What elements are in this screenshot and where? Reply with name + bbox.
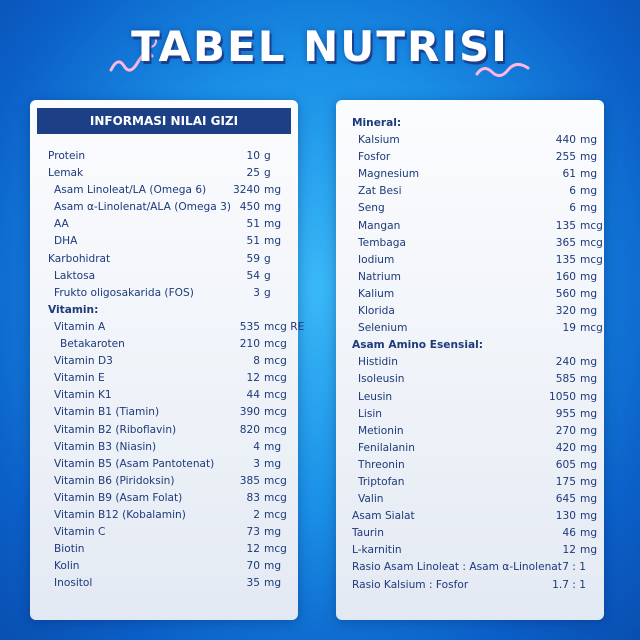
nutrition-info-header: INFORMASI NILAI GIZI: [37, 108, 291, 134]
nutrient-row: [30, 337, 298, 354]
nutrient-amount: 2: [253, 508, 260, 521]
nutrient-label: Zat Besi: [358, 185, 402, 198]
nutrient-row: [336, 201, 604, 218]
nutrient-label: Rasio Asam Linoleat : Asam α-Linolenat: [352, 561, 562, 574]
nutrient-unit: mg: [580, 270, 598, 283]
nutrient-row: [336, 355, 604, 372]
nutrient-unit: g: [264, 286, 271, 299]
nutrient-label: AA: [54, 218, 69, 231]
nutrient-amount: 35: [246, 577, 260, 590]
nutrient-unit: mg: [580, 356, 598, 369]
nutrient-row: [30, 166, 298, 183]
nutrient-amount: 175: [555, 475, 576, 488]
nutrient-unit: mg: [580, 287, 598, 300]
nutrient-amount: 605: [555, 458, 576, 471]
nutrient-label: Seng: [358, 202, 385, 215]
nutrient-row: [336, 578, 604, 595]
nutrient-amount: 320: [555, 305, 576, 318]
nutrient-unit: mg: [580, 373, 598, 386]
nutrient-row: [30, 525, 298, 542]
nutrient-unit: mg: [580, 390, 598, 403]
nutrient-label: Biotin: [54, 543, 85, 556]
nutrient-label: Vitamin B6 (Piridoksin): [54, 474, 175, 487]
nutrient-amount: 51: [246, 218, 260, 231]
nutrient-amount: 73: [246, 526, 260, 539]
nutrient-unit: mcg: [264, 491, 287, 504]
nutrient-unit: mg: [580, 424, 598, 437]
nutrient-unit: mcg RE: [264, 320, 305, 333]
nutrient-row: [30, 440, 298, 457]
nutrient-amount: 385: [239, 474, 260, 487]
nutrient-amount: 560: [555, 287, 576, 300]
nutrient-unit: mg: [264, 560, 282, 573]
nutrient-unit: mcg: [264, 406, 287, 419]
nutrient-amount: 3: [253, 457, 260, 470]
nutrient-amount: 270: [555, 424, 576, 437]
nutrient-amount: 420: [555, 441, 576, 454]
nutrient-unit: mg: [264, 201, 282, 214]
nutrient-amount: 3: [253, 286, 260, 299]
nutrient-unit: mcg: [264, 543, 287, 556]
nutrient-amount: 820: [239, 423, 260, 436]
nutrition-card-left: [30, 100, 305, 620]
nutrient-row: [336, 287, 604, 304]
nutrient-amount: 6: [569, 202, 576, 215]
nutrient-unit: mg: [580, 510, 598, 523]
nutrient-row: [336, 390, 604, 407]
nutrient-label: Kalsium: [358, 134, 400, 147]
right-rows: [336, 116, 604, 595]
nutrient-amount: 12: [562, 544, 576, 557]
nutrient-label: Fosfor: [358, 151, 391, 164]
nutrient-amount: 44: [246, 389, 260, 402]
section-heading: Vitamin:: [48, 303, 99, 316]
nutrient-amount: 135: [555, 253, 576, 266]
nutrient-label: Vitamin B9 (Asam Folat): [54, 491, 183, 504]
ratio-value: 1.7 : 1: [552, 578, 586, 591]
nutrient-label: Selenium: [358, 322, 408, 335]
nutrient-label: Isoleusin: [358, 373, 405, 386]
nutrient-label: Leusin: [358, 390, 393, 403]
nutrient-row: [30, 217, 298, 234]
nutrient-unit: mg: [580, 305, 598, 318]
nutrient-amount: 1050: [549, 390, 576, 403]
nutrient-amount: 51: [246, 235, 260, 248]
nutrient-label: Kalium: [358, 287, 395, 300]
nutrient-label: Valin: [358, 493, 384, 506]
nutrient-row: [30, 559, 298, 576]
nutrient-label: Asam Sialat: [352, 510, 415, 523]
nutrient-amount: 535: [239, 320, 260, 333]
nutrient-amount: 390: [239, 406, 260, 419]
nutrient-amount: 365: [555, 236, 576, 249]
nutrient-label: Mangan: [358, 219, 401, 232]
nutrient-label: Rasio Kalsium : Fosfor: [352, 578, 469, 591]
nutrient-unit: g: [264, 150, 271, 162]
nutrient-row: [336, 475, 604, 492]
ratio-value: 7 : 1: [562, 561, 586, 574]
nutrient-amount: 240: [555, 356, 576, 369]
nutrient-label: Fenilalanin: [358, 441, 415, 454]
nutrient-label: Karbohidrat: [48, 252, 111, 265]
nutrient-label: Klorida: [358, 305, 395, 318]
nutrient-label: Vitamin K1: [54, 389, 112, 402]
nutrient-amount: 61: [562, 168, 576, 181]
nutrient-amount: 645: [555, 493, 576, 506]
nutrient-unit: mg: [580, 134, 598, 147]
nutrient-label: Vitamin B5 (Asam Pantotenat): [54, 457, 215, 470]
nutrient-row: [30, 474, 298, 491]
nutrient-amount: 46: [562, 527, 576, 540]
nutrient-row: [336, 338, 604, 355]
nutrient-unit: mcg: [580, 253, 603, 266]
nutrient-row: [30, 388, 298, 405]
nutrient-label: Iodium: [358, 253, 395, 266]
nutrient-amount: 8: [253, 355, 260, 368]
nutrient-row: [336, 167, 604, 184]
nutrient-label: Asam Linoleat/LA (Omega 6): [54, 184, 207, 197]
nutrient-row: [336, 526, 604, 543]
nutrient-unit: mg: [580, 458, 598, 471]
nutrient-label: Kolin: [54, 560, 80, 573]
nutrient-label: L-karnitin: [352, 544, 402, 557]
nutrient-unit: mg: [580, 407, 598, 420]
nutrient-row: [336, 184, 604, 201]
nutrient-unit: g: [264, 167, 271, 180]
nutrient-unit: mg: [580, 202, 598, 215]
nutrient-label: Vitamin B1 (Tiamin): [54, 406, 160, 419]
nutrient-label: Vitamin D3: [54, 355, 113, 368]
nutrient-label: Protein: [48, 150, 86, 162]
nutrient-row: [336, 509, 604, 526]
nutrient-unit: mcg: [264, 508, 287, 521]
nutrient-unit: mcg: [264, 474, 287, 487]
nutrient-row: [30, 576, 298, 593]
nutrient-amount: 130: [555, 510, 576, 523]
nutrient-row: [336, 424, 604, 441]
nutrient-row: [336, 116, 604, 133]
nutrient-unit: mg: [264, 235, 282, 248]
nutrient-label: Vitamin B3 (Niasin): [54, 440, 157, 453]
nutrient-row: [30, 371, 298, 388]
nutrient-row: [30, 423, 298, 440]
nutrient-unit: mg: [580, 151, 598, 164]
nutrient-row: [336, 219, 604, 236]
nutrient-row: [336, 441, 604, 458]
nutrient-row: [30, 286, 298, 303]
nutrient-unit: mg: [264, 218, 282, 231]
nutrient-amount: 440: [555, 134, 576, 147]
nutrient-unit: mg: [580, 493, 598, 506]
nutrient-row: [336, 543, 604, 560]
nutrient-unit: mcg: [580, 219, 603, 232]
nutrient-amount: 70: [246, 560, 260, 573]
nutrient-row: [336, 560, 604, 577]
nutrient-row: [336, 150, 604, 167]
nutrient-label: Inositol: [54, 577, 93, 590]
nutrient-row: [30, 183, 298, 200]
nutrient-amount: 255: [555, 151, 576, 164]
nutrient-row: [336, 321, 604, 338]
nutrient-amount: 83: [246, 491, 260, 504]
nutrient-unit: mg: [264, 577, 282, 590]
nutrient-row: [30, 491, 298, 508]
nutrient-row: [30, 457, 298, 474]
nutrient-row: [30, 149, 298, 166]
nutrient-amount: 59: [246, 252, 260, 265]
nutrient-label: Metionin: [358, 424, 404, 437]
nutrient-amount: 12: [246, 372, 260, 385]
nutrient-amount: 10: [246, 150, 260, 162]
nutrient-unit: mcg: [264, 389, 287, 402]
nutrient-unit: mg: [264, 526, 282, 539]
nutrient-unit: mcg: [580, 236, 603, 249]
nutrient-amount: 3240: [233, 184, 260, 197]
nutrient-unit: mg: [264, 457, 282, 470]
nutrient-row: [30, 354, 298, 371]
page-title: TABEL NUTRISI: [131, 22, 509, 71]
nutrient-unit: g: [264, 252, 271, 265]
nutrient-label: Triptofan: [358, 475, 405, 488]
nutrient-row: [30, 303, 298, 320]
nutrition-card-right: [336, 100, 604, 620]
nutrient-unit: mcg: [264, 355, 287, 368]
nutrient-row: [336, 458, 604, 475]
nutrient-unit: mcg: [264, 372, 287, 385]
nutrient-row: [336, 236, 604, 253]
nutrient-label: Magnesium: [358, 168, 420, 181]
nutrient-row: [30, 320, 305, 337]
nutrient-row: [336, 372, 604, 389]
nutrient-unit: mg: [580, 475, 598, 488]
nutrient-unit: mcg: [264, 338, 287, 351]
nutrient-row: [336, 133, 604, 150]
nutrient-unit: mg: [580, 527, 598, 540]
nutrient-row: [336, 270, 604, 287]
nutrient-label: Betakaroten: [60, 338, 125, 351]
nutrient-amount: 4: [253, 440, 260, 453]
nutrient-row: [30, 508, 298, 525]
nutrient-label: Laktosa: [54, 269, 96, 282]
nutrient-label: Natrium: [358, 270, 401, 283]
nutrient-label: Tembaga: [358, 236, 406, 249]
nutrient-unit: mg: [580, 441, 598, 454]
nutrient-amount: 135: [555, 219, 576, 232]
nutrient-label: Vitamin A: [54, 320, 106, 333]
nutrient-row: [336, 253, 604, 270]
nutrient-amount: 25: [246, 167, 260, 180]
nutrient-amount: 12: [246, 543, 260, 556]
nutrient-row: [30, 542, 298, 559]
nutrient-label: Threonin: [358, 458, 405, 471]
left-rows: [30, 149, 305, 593]
nutrient-row: [336, 492, 604, 509]
nutrient-unit: mcg: [264, 423, 287, 436]
nutrient-unit: mg: [264, 440, 282, 453]
nutrient-label: Asam α-Linolenat/ALA (Omega 3): [54, 201, 231, 214]
nutrient-label: Frukto oligosakarida (FOS): [54, 286, 194, 299]
nutrient-amount: 585: [555, 373, 576, 386]
nutrient-row: [30, 269, 298, 286]
nutrient-row: [336, 304, 604, 321]
nutrient-label: Histidin: [358, 356, 398, 369]
nutrient-label: Vitamin C: [54, 526, 106, 539]
nutrient-row: [30, 405, 298, 422]
nutrient-label: Vitamin E: [54, 372, 105, 385]
section-heading: Asam Amino Esensial:: [352, 339, 483, 352]
nutrient-label: Lisin: [358, 407, 383, 420]
nutrient-row: [30, 234, 298, 251]
nutrient-label: Vitamin B12 (Kobalamin): [54, 508, 186, 521]
nutrient-amount: 6: [569, 185, 576, 198]
nutrient-row: [30, 252, 298, 269]
nutrient-unit: mg: [264, 184, 282, 197]
nutrient-unit: mcg: [580, 322, 603, 335]
nutrient-amount: 160: [555, 270, 576, 283]
nutrient-label: Taurin: [352, 527, 384, 540]
nutrient-row: [336, 407, 604, 424]
nutrient-unit: mg: [580, 185, 598, 198]
nutrient-unit: mg: [580, 168, 598, 181]
nutrient-amount: 54: [246, 269, 260, 282]
nutrient-amount: 955: [555, 407, 576, 420]
nutrient-unit: g: [264, 269, 271, 282]
nutrient-label: Vitamin B2 (Riboflavin): [54, 423, 177, 436]
nutrient-row: [30, 200, 298, 217]
nutrient-amount: 210: [239, 338, 260, 351]
nutrient-amount: 450: [239, 201, 260, 214]
nutrient-amount: 19: [562, 322, 576, 335]
section-heading: Mineral:: [352, 117, 402, 129]
nutrient-unit: mg: [580, 544, 598, 557]
nutrient-label: DHA: [54, 235, 78, 248]
nutrient-label: Lemak: [48, 167, 84, 180]
